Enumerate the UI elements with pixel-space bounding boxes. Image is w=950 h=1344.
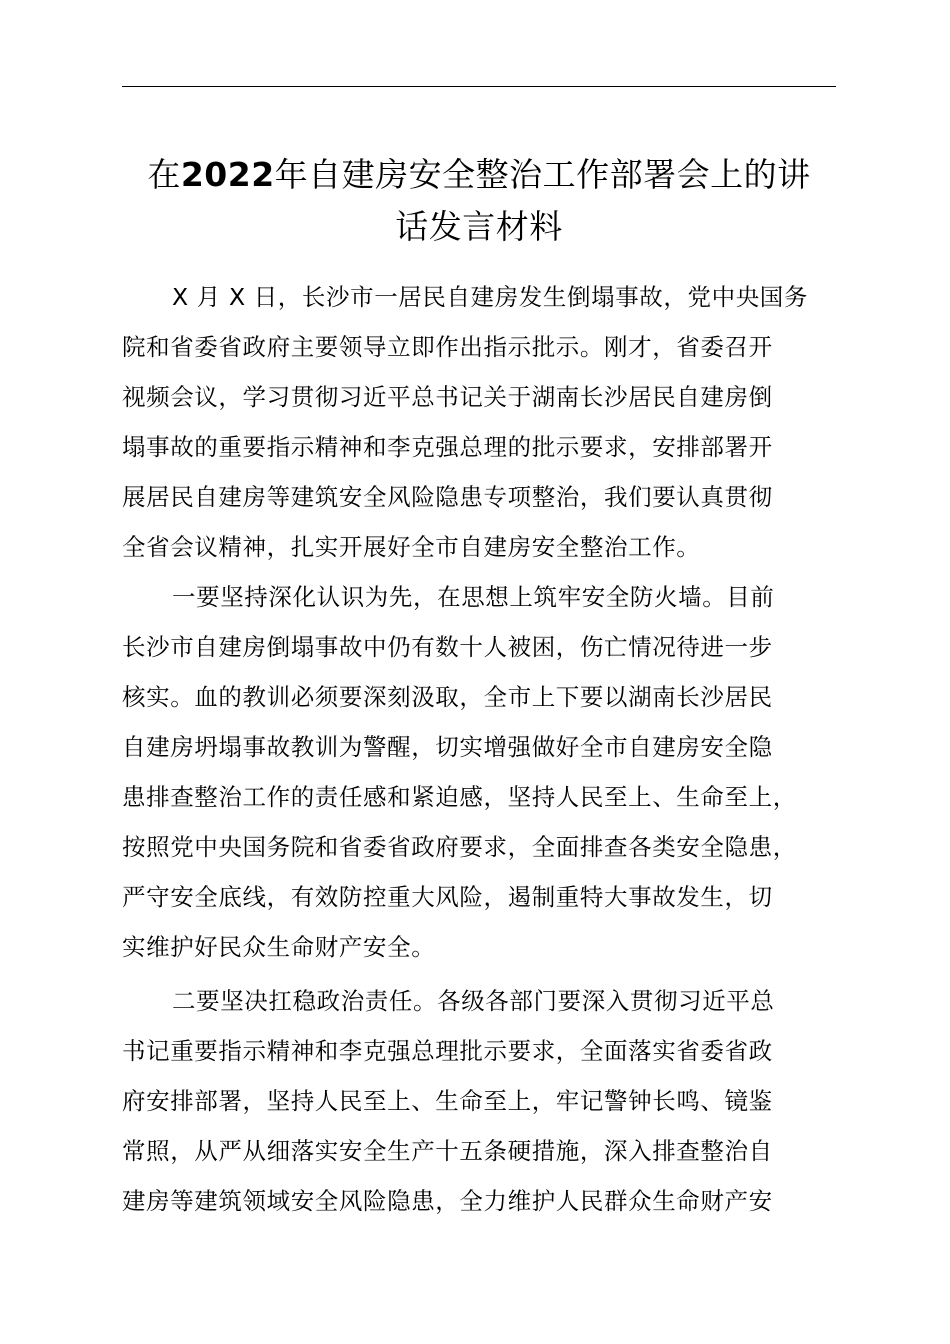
paragraph-line: 视频会议，学习贯彻习近平总书记关于湖南长沙居民自建房倒 (122, 383, 773, 411)
title-line-2: 话发言材料 (395, 207, 563, 246)
paragraph-line: 自建房坍塌事故教训为警醒，切实增强做好全市自建房安全隐 (122, 733, 773, 761)
paragraph-line: 院和省委省政府主要领导立即作出指示批示。刚才，省委召开 (122, 333, 773, 361)
paragraph-line: 展居民自建房等建筑安全风险隐患专项整治，我们要认真贯彻 (122, 483, 773, 511)
paragraph-line: 全省会议精神，扎实开展好全市自建房安全整治工作。 (122, 533, 701, 561)
paragraph-line: 实维护好民众生命财产安全。 (122, 933, 436, 961)
paragraph-line: 塌事故的重要指示精神和李克强总理的批示要求，安排部署开 (122, 433, 773, 461)
paragraph-3 (122, 976, 862, 1226)
paragraph-line: 核实。血的教训必须要深刻汲取，全市上下要以湖南长沙居民 (122, 683, 773, 711)
page-title (112, 149, 846, 253)
paragraph-line: 长沙市自建房倒塌事故中仍有数十人被困，伤亡情况待进一步 (122, 633, 773, 661)
paragraph-line: 二要坚决扛稳政治责任。各级各部门要深入贯彻习近平总 (172, 987, 775, 1015)
title-prefix: 在 (147, 155, 181, 194)
header-rule (122, 86, 836, 87)
paragraph-line: 常照，从严从细落实安全生产十五条硬措施，深入排查整治自 (122, 1137, 773, 1165)
title-suffix: 年自建房安全整治工作部署会上的讲 (274, 155, 811, 194)
title-year: 2022 (180, 155, 275, 194)
paragraph-line: X 月 X 日，长沙市一居民自建房发生倒塌事故，党中央国务 (172, 283, 809, 311)
paragraph-line: 严守安全底线，有效防控重大风险，遏制重特大事故发生，切 (122, 883, 773, 911)
paragraph-line: 按照党中央国务院和省委省政府要求，全面排查各类安全隐患， (122, 833, 797, 861)
paragraph-line: 一要坚持深化认识为先，在思想上筑牢安全防火墙。目前 (172, 583, 775, 611)
paragraph-2 (122, 572, 862, 972)
paragraph-line: 书记重要指示精神和李克强总理批示要求，全面落实省委省政 (122, 1037, 773, 1065)
paragraph-1 (122, 272, 862, 572)
paragraph-line: 患排查整治工作的责任感和紧迫感，坚持人民至上、生命至上， (122, 783, 797, 811)
document-body (122, 272, 862, 1226)
title-line-1 (112, 149, 846, 201)
paragraph-line: 建房等建筑领域安全风险隐患，全力维护人民群众生命财产安 (122, 1187, 773, 1215)
paragraph-line: 府安排部署，坚持人民至上、生命至上，牢记警钟长鸣、镜鉴 (122, 1087, 773, 1115)
